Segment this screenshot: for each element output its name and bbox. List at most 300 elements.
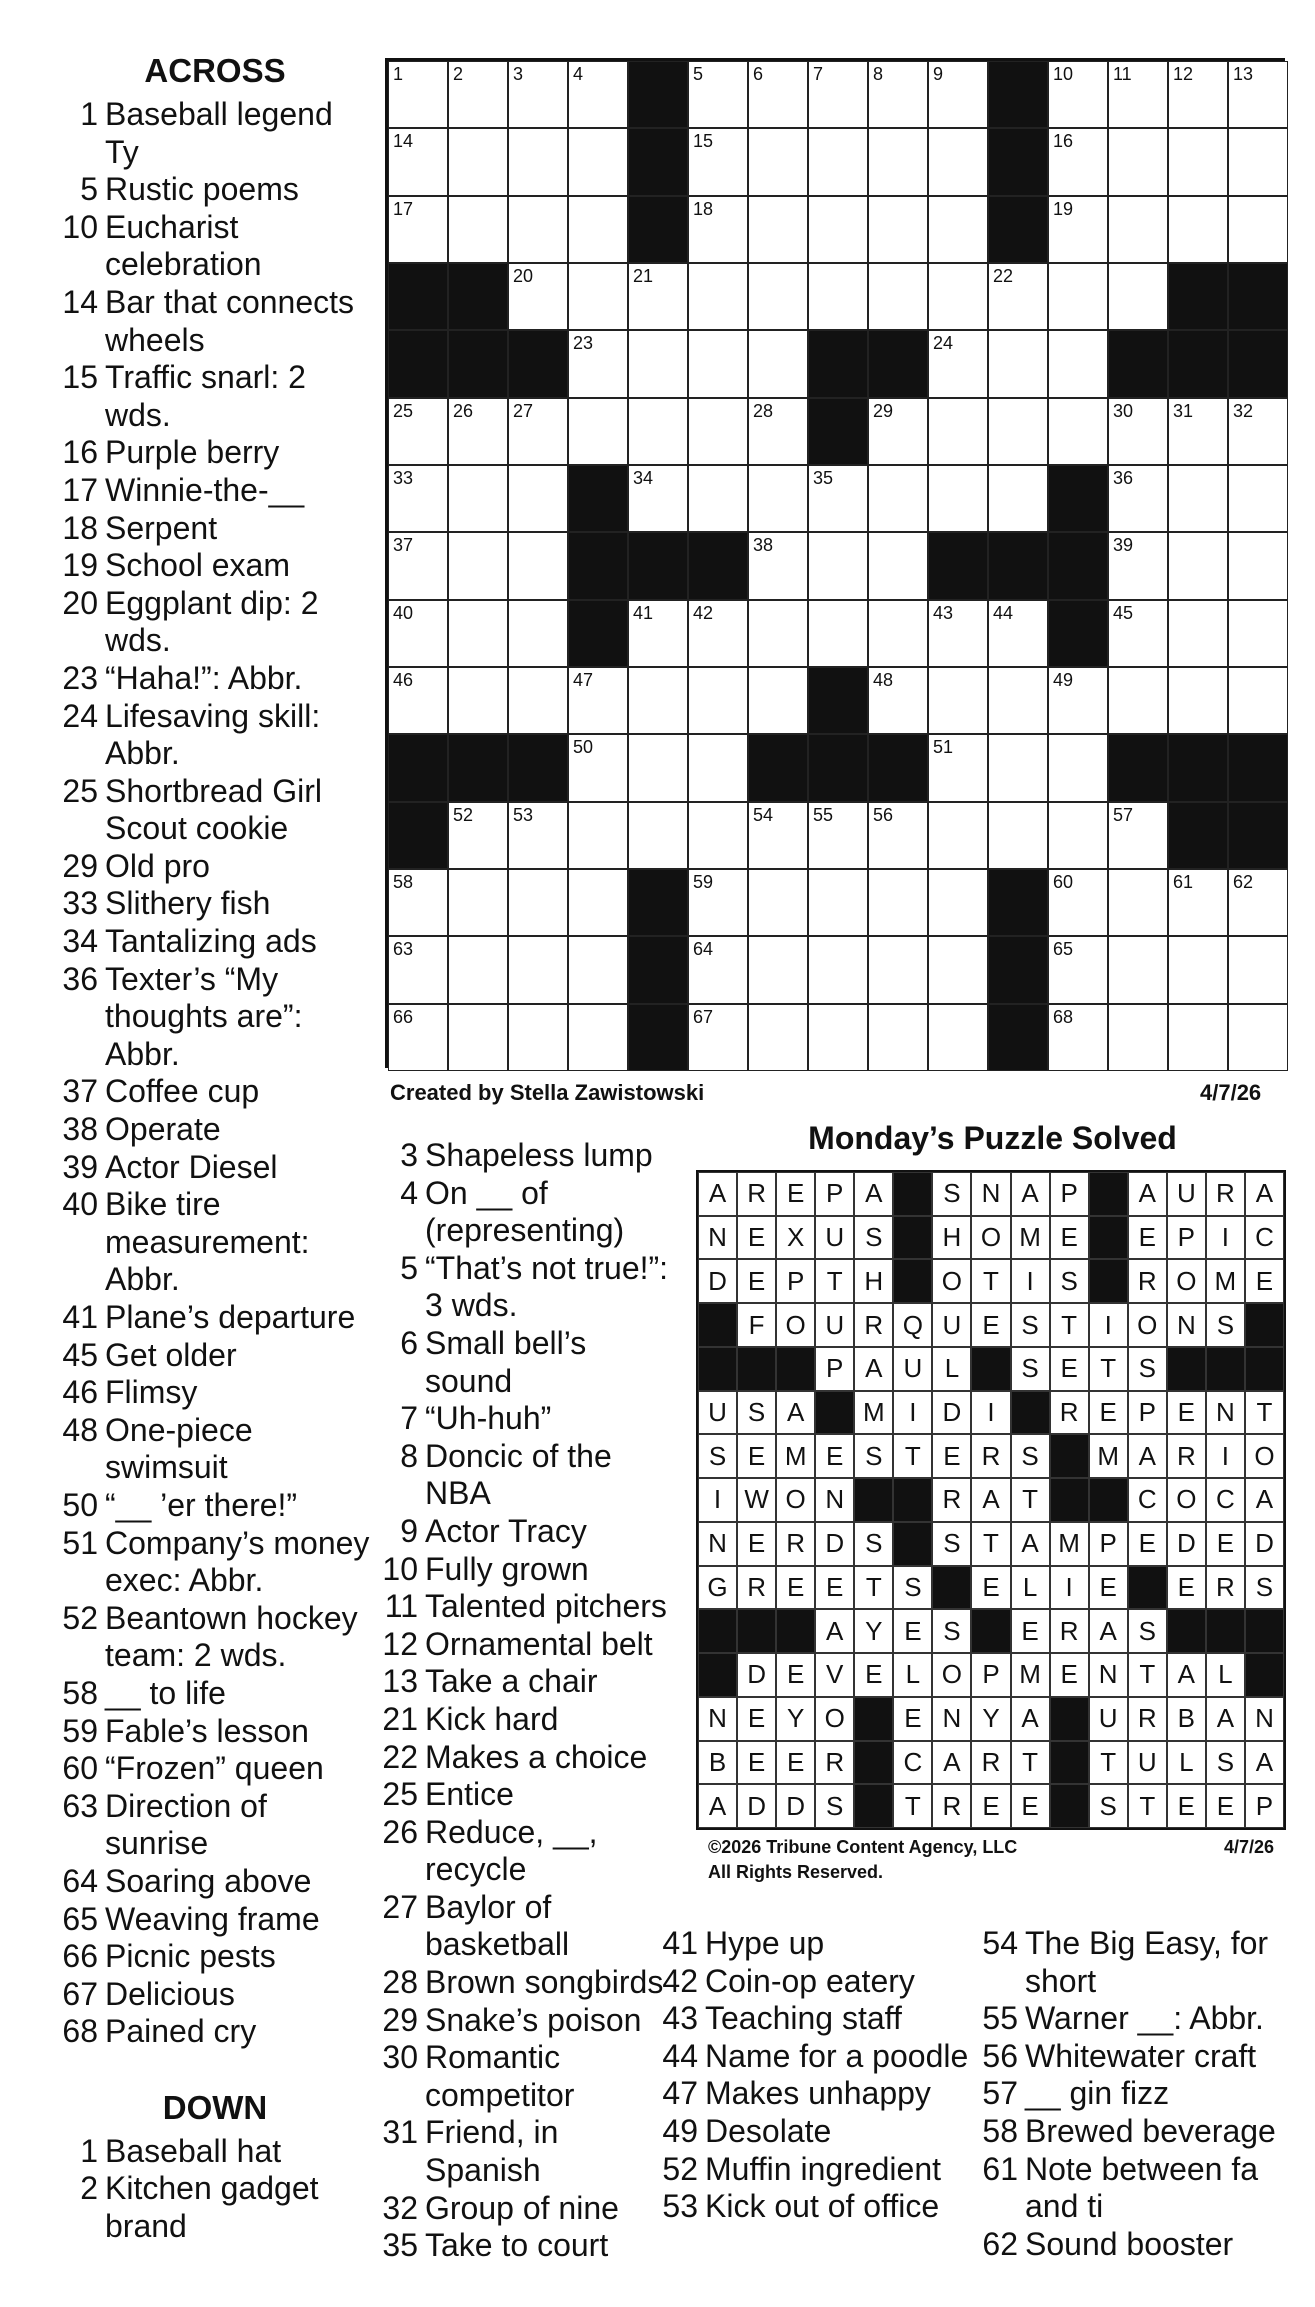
clue-text: Baseball legend Ty	[105, 96, 333, 170]
down-clue-list-3	[660, 1925, 990, 2226]
grid-cell[interactable]	[508, 600, 568, 667]
grid-cell[interactable]	[388, 869, 448, 936]
clue-number: 61	[982, 2150, 1018, 2187]
grid-cell[interactable]	[1228, 667, 1288, 734]
grid-cell[interactable]	[1048, 61, 1108, 128]
grid-cell[interactable]	[1108, 600, 1168, 667]
grid-cell[interactable]	[1108, 1004, 1168, 1071]
clue-item	[60, 96, 370, 171]
grid-cell[interactable]	[388, 667, 448, 734]
clue-item	[380, 2039, 675, 2114]
grid-cell[interactable]	[1048, 936, 1108, 1003]
grid-cell[interactable]	[1168, 869, 1228, 936]
grid-cell[interactable]	[868, 667, 928, 734]
grid-cell[interactable]	[868, 869, 928, 936]
solution-cell: T	[1089, 1741, 1128, 1785]
grid-cell[interactable]	[388, 532, 448, 599]
grid-cell[interactable]	[1168, 532, 1228, 599]
grid-cell[interactable]	[628, 465, 688, 532]
grid-cell[interactable]	[748, 330, 808, 397]
clue-item	[660, 2113, 990, 2151]
grid-cell[interactable]	[988, 263, 1048, 330]
solution-cell: G	[698, 1566, 737, 1610]
grid-cell[interactable]	[508, 532, 568, 599]
grid-cell[interactable]	[748, 1004, 808, 1071]
cell-number: 17	[393, 198, 414, 219]
grid-cell[interactable]	[568, 667, 628, 734]
clue-text: Traffic snarl: 2 wds.	[105, 359, 306, 433]
solution-cell: P	[1167, 1216, 1206, 1260]
grid-cell[interactable]	[868, 61, 928, 128]
grid-cell[interactable]	[388, 61, 448, 128]
clue-text: Beantown hockey team: 2 wds.	[105, 1599, 358, 1674]
grid-cell[interactable]	[988, 600, 1048, 667]
grid-cell[interactable]	[748, 263, 808, 330]
grid-cell[interactable]	[628, 802, 688, 869]
grid-cell[interactable]	[748, 869, 808, 936]
grid-cell[interactable]	[1168, 196, 1228, 263]
clue-number: 5	[400, 1249, 418, 1286]
grid-cell[interactable]	[1108, 196, 1168, 263]
grid-cell[interactable]	[928, 196, 988, 263]
grid-cell[interactable]	[988, 398, 1048, 465]
grid-cell[interactable]	[508, 263, 568, 330]
solution-cell: R	[1128, 1697, 1167, 1741]
grid-cell[interactable]	[808, 600, 868, 667]
solution-block	[1050, 1434, 1089, 1478]
cell-number: 12	[1173, 64, 1194, 84]
grid-cell[interactable]	[388, 1004, 448, 1071]
clue-item	[380, 1551, 675, 1589]
clue-text: “That’s not true!”: 3 wds.	[425, 1249, 669, 1324]
grid-cell[interactable]	[1108, 802, 1168, 869]
clue-text: Actor Tracy	[425, 1512, 587, 1549]
clue-number: 14	[62, 283, 98, 320]
grid-cell[interactable]	[688, 667, 748, 734]
solution-cell: N	[1245, 1697, 1284, 1741]
grid-cell[interactable]	[1108, 398, 1168, 465]
clue-item	[60, 1750, 370, 1788]
clue-item	[380, 1325, 675, 1400]
grid-cell[interactable]	[448, 532, 508, 599]
grid-cell[interactable]	[628, 263, 688, 330]
solution-cell: E	[1206, 1522, 1245, 1566]
grid-cell[interactable]	[1168, 465, 1228, 532]
grid-cell[interactable]	[688, 128, 748, 195]
grid-cell[interactable]	[808, 869, 868, 936]
grid-cell[interactable]	[1168, 398, 1228, 465]
grid-cell[interactable]	[628, 734, 688, 801]
grid-cell[interactable]	[1168, 600, 1228, 667]
grid-cell[interactable]	[1228, 1004, 1288, 1071]
grid-cell[interactable]	[928, 734, 988, 801]
grid-cell[interactable]	[568, 263, 628, 330]
grid-cell[interactable]	[568, 802, 628, 869]
solution-cell: S	[1050, 1259, 1089, 1303]
solution-cell: E	[1050, 1347, 1089, 1391]
grid-cell[interactable]	[1108, 465, 1168, 532]
grid-block	[508, 734, 568, 801]
grid-cell[interactable]	[1228, 869, 1288, 936]
grid-cell[interactable]	[808, 802, 868, 869]
grid-cell[interactable]	[1168, 667, 1228, 734]
grid-cell[interactable]	[868, 128, 928, 195]
grid-cell[interactable]	[868, 398, 928, 465]
grid-cell[interactable]	[1048, 128, 1108, 195]
grid-cell[interactable]	[508, 196, 568, 263]
solution-cell: M	[1050, 1522, 1089, 1566]
clue-item	[60, 585, 370, 660]
grid-cell[interactable]	[808, 936, 868, 1003]
clue-text: Pained cry	[105, 2013, 257, 2050]
solution-cell: S	[1206, 1741, 1245, 1785]
cell-number: 34	[633, 467, 654, 488]
grid-cell[interactable]	[928, 667, 988, 734]
grid-cell[interactable]	[568, 869, 628, 936]
clue-number: 41	[662, 1925, 698, 1961]
grid-cell[interactable]	[688, 61, 748, 128]
grid-block	[1048, 600, 1108, 667]
grid-cell[interactable]	[508, 128, 568, 195]
grid-cell[interactable]	[508, 465, 568, 532]
grid-cell[interactable]	[448, 128, 508, 195]
grid-cell[interactable]	[448, 802, 508, 869]
clue-text: Group of nine	[425, 2189, 619, 2226]
grid-cell[interactable]	[928, 465, 988, 532]
grid-cell[interactable]	[1048, 196, 1108, 263]
cell-number: 2	[453, 64, 464, 84]
clue-text: Shapeless lump	[425, 1137, 653, 1173]
solution-cell: S	[1245, 1566, 1284, 1610]
cell-number: 3	[513, 64, 524, 84]
grid-cell[interactable]	[928, 61, 988, 128]
clue-item	[60, 1901, 370, 1939]
solution-block	[1089, 1216, 1128, 1260]
cell-number: 21	[633, 265, 654, 286]
clue-number: 39	[62, 1148, 98, 1185]
grid-cell[interactable]	[808, 196, 868, 263]
grid-cell[interactable]	[868, 1004, 928, 1071]
grid-cell[interactable]	[568, 734, 628, 801]
solution-block	[1050, 1741, 1089, 1785]
solution-cell: T	[893, 1784, 932, 1828]
grid-cell[interactable]	[928, 128, 988, 195]
grid-cell[interactable]	[1108, 263, 1168, 330]
grid-cell[interactable]	[388, 128, 448, 195]
solution-cell: Q	[893, 1303, 932, 1347]
clue-item	[60, 1788, 370, 1863]
grid-cell[interactable]	[688, 398, 748, 465]
solution-block	[1245, 1653, 1284, 1697]
grid-cell[interactable]	[808, 263, 868, 330]
grid-cell[interactable]	[748, 61, 808, 128]
grid-cell[interactable]	[748, 128, 808, 195]
clue-number: 24	[62, 697, 98, 734]
grid-cell[interactable]	[448, 936, 508, 1003]
grid-cell[interactable]	[928, 398, 988, 465]
grid-cell[interactable]	[448, 61, 508, 128]
grid-cell[interactable]	[688, 465, 748, 532]
grid-cell[interactable]	[1168, 61, 1228, 128]
grid-cell[interactable]	[508, 61, 568, 128]
solution-cell: E	[815, 1566, 854, 1610]
cell-number: 40	[393, 602, 414, 623]
grid-cell[interactable]	[1048, 1004, 1108, 1071]
grid-cell[interactable]	[1048, 330, 1108, 397]
solution-cell: O	[815, 1697, 854, 1741]
grid-cell[interactable]	[748, 398, 808, 465]
grid-cell[interactable]	[568, 128, 628, 195]
cell-number: 56	[873, 804, 894, 825]
grid-cell[interactable]	[448, 196, 508, 263]
grid-cell[interactable]	[748, 667, 808, 734]
grid-cell[interactable]	[568, 398, 628, 465]
clue-item	[660, 2075, 990, 2113]
grid-cell[interactable]	[628, 398, 688, 465]
grid-cell[interactable]	[1228, 128, 1288, 195]
grid-cell[interactable]	[568, 936, 628, 1003]
down-clue-list-1	[60, 2133, 370, 2246]
grid-cell[interactable]	[928, 1004, 988, 1071]
grid-cell[interactable]	[628, 667, 688, 734]
solution-cell: N	[932, 1697, 971, 1741]
grid-cell[interactable]	[748, 936, 808, 1003]
grid-cell[interactable]	[1108, 128, 1168, 195]
grid-cell[interactable]	[688, 263, 748, 330]
clue-item	[380, 1739, 675, 1777]
grid-cell[interactable]	[688, 600, 748, 667]
grid-cell[interactable]	[1228, 465, 1288, 532]
grid-cell[interactable]	[508, 398, 568, 465]
grid-cell[interactable]	[568, 1004, 628, 1071]
clue-text: Flimsy	[105, 1374, 198, 1411]
clue-item	[60, 1412, 370, 1487]
clue-number: 29	[62, 847, 98, 884]
grid-cell[interactable]	[808, 532, 868, 599]
solution-block	[1206, 1609, 1245, 1653]
solution-cell: E	[737, 1216, 776, 1260]
grid-cell[interactable]	[568, 196, 628, 263]
grid-cell[interactable]	[868, 802, 928, 869]
solution-cell: M	[854, 1391, 893, 1435]
solution-title: Monday’s Puzzle Solved	[808, 1120, 1177, 1156]
clue-text: One-piece swimsuit	[105, 1411, 253, 1486]
grid-cell[interactable]	[508, 802, 568, 869]
clue-item	[660, 2151, 990, 2189]
grid-cell[interactable]	[448, 667, 508, 734]
grid-cell[interactable]	[1108, 936, 1168, 1003]
grid-cell[interactable]	[868, 196, 928, 263]
clue-number: 9	[400, 1512, 418, 1549]
cell-number: 30	[1113, 400, 1134, 421]
grid-cell[interactable]	[1228, 936, 1288, 1003]
solution-cell: D	[698, 1259, 737, 1303]
solution-cell: N	[971, 1172, 1010, 1216]
solution-cell: D	[1245, 1522, 1284, 1566]
solution-cell: U	[932, 1303, 971, 1347]
grid-cell[interactable]	[868, 532, 928, 599]
grid-cell[interactable]	[388, 936, 448, 1003]
grid-cell[interactable]	[868, 465, 928, 532]
clue-number: 41	[62, 1299, 98, 1335]
clue-item	[60, 848, 370, 886]
grid-cell[interactable]	[688, 330, 748, 397]
grid-cell[interactable]	[688, 734, 748, 801]
grid-block	[988, 61, 1048, 128]
cell-number: 14	[393, 131, 414, 152]
grid-cell[interactable]	[388, 465, 448, 532]
solution-cell: S	[854, 1434, 893, 1478]
grid-cell[interactable]	[1228, 532, 1288, 599]
clue-number: 25	[62, 772, 98, 809]
grid-cell[interactable]	[868, 263, 928, 330]
grid-cell[interactable]	[688, 802, 748, 869]
solution-cell: T	[1089, 1347, 1128, 1391]
grid-cell[interactable]	[1048, 398, 1108, 465]
grid-cell[interactable]	[868, 600, 928, 667]
clue-item	[380, 1250, 675, 1325]
grid-cell[interactable]	[928, 802, 988, 869]
grid-cell[interactable]	[1228, 600, 1288, 667]
grid-cell[interactable]	[748, 532, 808, 599]
solution-cell: S	[932, 1609, 971, 1653]
clue-text: Hype up	[705, 1925, 825, 1961]
grid-cell[interactable]	[1168, 1004, 1228, 1071]
grid-cell[interactable]	[928, 263, 988, 330]
grid-cell[interactable]	[928, 600, 988, 667]
clue-text: Serpent	[105, 509, 218, 546]
grid-cell[interactable]	[688, 1004, 748, 1071]
solution-cell: B	[698, 1741, 737, 1785]
grid-cell[interactable]	[1228, 61, 1288, 128]
grid-cell[interactable]	[508, 1004, 568, 1071]
grid-cell[interactable]	[448, 398, 508, 465]
grid-block	[1228, 734, 1288, 801]
clue-text: Teaching staff	[705, 2000, 902, 2037]
clue-text: Baylor of basketball	[425, 1888, 570, 1963]
grid-cell[interactable]	[1228, 196, 1288, 263]
grid-cell[interactable]	[1108, 532, 1168, 599]
solution-cell: E	[737, 1522, 776, 1566]
clue-text: Tantalizing ads	[105, 923, 317, 960]
cell-number: 43	[933, 602, 954, 623]
clue-item	[60, 171, 370, 209]
grid-cell[interactable]	[388, 196, 448, 263]
grid-cell[interactable]	[388, 600, 448, 667]
grid-cell[interactable]	[808, 465, 868, 532]
clue-text: Whitewater craft	[1025, 2037, 1257, 2074]
puzzle-credit: Created by Stella Zawistowski	[390, 1080, 705, 1105]
grid-cell[interactable]	[448, 869, 508, 936]
clue-number: 16	[62, 434, 98, 471]
grid-cell[interactable]	[748, 802, 808, 869]
grid-cell[interactable]	[748, 465, 808, 532]
solution-block	[1011, 1391, 1050, 1435]
clue-number: 64	[62, 1862, 98, 1899]
clue-item	[980, 2113, 1310, 2151]
solution-cell: E	[971, 1566, 1010, 1610]
grid-cell[interactable]	[928, 936, 988, 1003]
cell-number: 38	[753, 535, 774, 556]
grid-cell[interactable]	[988, 465, 1048, 532]
solution-cell: E	[971, 1303, 1010, 1347]
grid-cell[interactable]	[568, 61, 628, 128]
grid-cell[interactable]	[748, 600, 808, 667]
clue-text: Direction of sunrise	[105, 1787, 267, 1862]
cell-number: 19	[1053, 198, 1074, 219]
grid-cell[interactable]	[988, 330, 1048, 397]
clue-text: Operate	[105, 1111, 221, 1148]
grid-block	[628, 869, 688, 936]
grid-cell[interactable]	[1048, 802, 1108, 869]
grid-cell[interactable]	[448, 1004, 508, 1071]
grid-cell[interactable]	[628, 600, 688, 667]
grid-cell[interactable]	[808, 128, 868, 195]
solution-cell: E	[737, 1741, 776, 1785]
grid-cell[interactable]	[988, 667, 1048, 734]
grid-cell[interactable]	[508, 869, 568, 936]
grid-cell[interactable]	[1048, 263, 1108, 330]
solution-cell: S	[1128, 1347, 1167, 1391]
grid-cell[interactable]	[1168, 128, 1228, 195]
grid-cell[interactable]	[808, 1004, 868, 1071]
clue-number: 8	[400, 1437, 418, 1474]
grid-cell[interactable]	[1168, 936, 1228, 1003]
clue-item	[660, 2038, 990, 2076]
grid-cell[interactable]	[448, 600, 508, 667]
grid-cell[interactable]	[928, 330, 988, 397]
grid-cell[interactable]	[1108, 869, 1168, 936]
solution-block	[932, 1566, 971, 1610]
grid-cell[interactable]	[1048, 734, 1108, 801]
grid-cell[interactable]	[688, 196, 748, 263]
grid-cell[interactable]	[1048, 869, 1108, 936]
clue-number: 51	[62, 1524, 98, 1561]
solution-cell: A	[1245, 1172, 1284, 1216]
grid-cell[interactable]	[568, 330, 628, 397]
grid-cell[interactable]	[1228, 398, 1288, 465]
grid-cell[interactable]	[448, 465, 508, 532]
cell-number: 45	[1113, 602, 1134, 623]
grid-cell[interactable]	[508, 936, 568, 1003]
clue-item	[60, 1525, 370, 1600]
grid-cell[interactable]	[1048, 667, 1108, 734]
solution-cell: R	[1167, 1434, 1206, 1478]
solution-cell: H	[854, 1259, 893, 1303]
grid-cell[interactable]	[808, 61, 868, 128]
grid-cell[interactable]	[508, 667, 568, 734]
grid-cell[interactable]	[388, 398, 448, 465]
solution-cell: U	[893, 1347, 932, 1391]
solution-cell: E	[737, 1434, 776, 1478]
grid-cell[interactable]	[988, 734, 1048, 801]
grid-cell[interactable]	[1108, 61, 1168, 128]
grid-cell[interactable]	[688, 936, 748, 1003]
grid-block	[388, 802, 448, 869]
grid-cell[interactable]	[688, 869, 748, 936]
grid-cell[interactable]	[628, 330, 688, 397]
clue-item	[60, 923, 370, 961]
solution-cell: A	[854, 1172, 893, 1216]
solution-cell: A	[1089, 1609, 1128, 1653]
solution-cell: T	[854, 1566, 893, 1610]
grid-cell[interactable]	[748, 196, 808, 263]
grid-cell[interactable]	[1108, 667, 1168, 734]
solution-cell: N	[698, 1522, 737, 1566]
grid-cell[interactable]	[988, 802, 1048, 869]
grid-cell[interactable]	[868, 936, 928, 1003]
grid-cell[interactable]	[928, 869, 988, 936]
